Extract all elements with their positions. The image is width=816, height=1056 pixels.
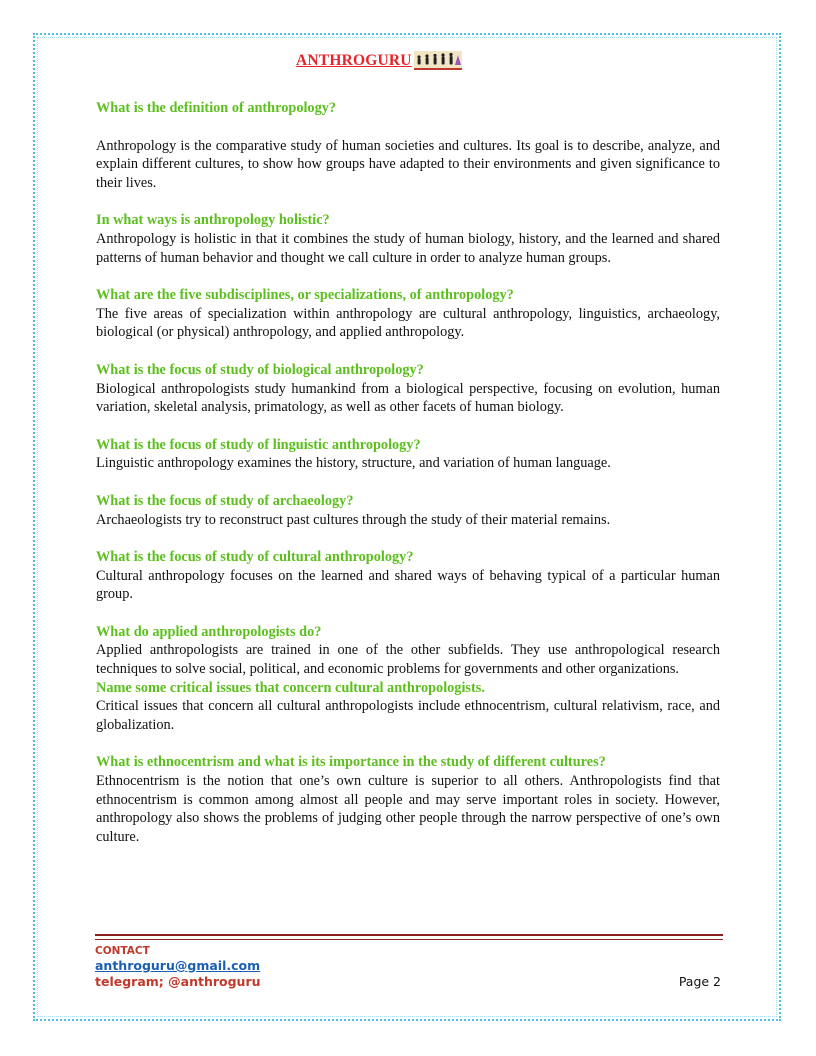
answer-text: Ethnocentrism is the notion that one’s own culture is superior to all others. Anthropologists find that ethnocentrism is common among almost all people and may serve important roles in society. However, anthropology also shows the problems of judging other people through the narrow perspective of one’s own culture. bbox=[96, 773, 720, 845]
question-heading: What do applied anthropologists do? bbox=[96, 623, 322, 640]
question-heading: What is the focus of study of cultural anthropology? bbox=[96, 549, 414, 566]
answer-text: Archaeologists try to reconstruct past cultures through the study of their material remains. bbox=[96, 511, 611, 528]
answer-text: Cultural anthropology focuses on the learned and shared ways of behaving typical of a particular human group. bbox=[96, 567, 720, 603]
human-evolution-icon bbox=[414, 51, 462, 70]
question-heading: What is the definition of anthropology? bbox=[96, 100, 337, 116]
question-heading: In what ways is anthropology holistic? bbox=[96, 212, 330, 229]
question-heading: What is the focus of study of biological anthropology? bbox=[96, 361, 424, 378]
answer-text: Linguistic anthropology examines the history, structure, and variation of human language. bbox=[96, 455, 611, 472]
brand-title: ANTHROGURU bbox=[296, 52, 412, 69]
page-footer bbox=[95, 934, 723, 990]
question-heading: What is the focus of study of archaeology? bbox=[96, 492, 354, 509]
page-number: Page 2 bbox=[678, 974, 721, 989]
qa-content bbox=[96, 99, 720, 846]
contact-label: CONTACT bbox=[95, 945, 150, 957]
answer-text: Applied anthropologists are trained in one of the other subfields. They use anthropological research techniques to solve social, political, and economic problems for governments and other organizations. bbox=[96, 642, 720, 678]
question-heading: Name some critical issues that concern cultural anthropologists. bbox=[96, 679, 485, 696]
answer-text: Anthropology is holistic in that it combines the study of human biology, history, and the learned and shared patterns of human behavior and thought we call culture in order to analyze human groups. bbox=[96, 230, 720, 266]
email-link[interactable]: anthroguru@gmail.com bbox=[95, 958, 261, 973]
answer-text: Biological anthropologists study humankind from a biological perspective, focusing on evolution, human variation, skeletal analysis, primatology, as well as other facets of human biology. bbox=[96, 380, 720, 416]
answer-text: Anthropology is the comparative study of human societies and cultures. Its goal is to describe, analyze, and explain different cultures, to show how groups have adapted to their environments and given significance to their lives. bbox=[96, 137, 720, 191]
telegram-handle: telegram; @anthroguru bbox=[95, 974, 261, 989]
answer-text: The five areas of specialization within anthropology are cultural anthropology, linguistics, archaeology, biological (or physical) anthropology, and applied anthropology. bbox=[96, 305, 720, 341]
page-header bbox=[296, 48, 462, 70]
question-heading: What are the five subdisciplines, or specializations, of anthropology? bbox=[96, 287, 514, 304]
question-heading: What is ethnocentrism and what is its importance in the study of different cultures? bbox=[96, 754, 606, 771]
footer-divider bbox=[95, 934, 723, 940]
answer-text: Critical issues that concern all cultural anthropologists include ethnocentrism, cultural relativism, race, and globalization. bbox=[96, 698, 720, 733]
question-heading: What is the focus of study of linguistic anthropology? bbox=[96, 436, 421, 453]
